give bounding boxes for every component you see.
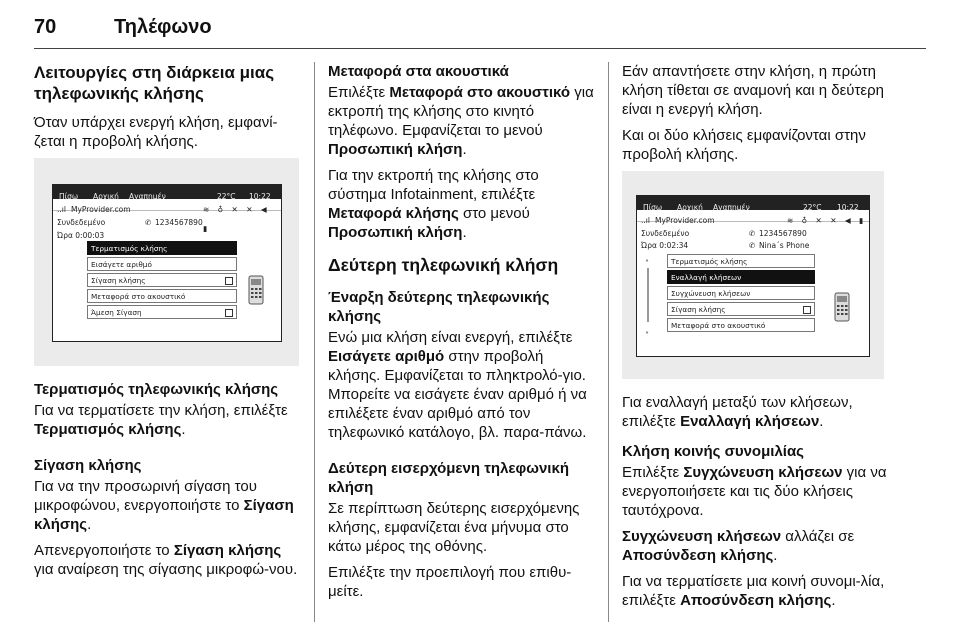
chevron-down-icon[interactable]: ˅ xyxy=(645,331,649,340)
paragraph: Εάν απαντήσετε στην κλήση, η πρώτη κλήση τίθεται σε αναμονή και η δεύτερη είναι η ενεργή κλήση. xyxy=(622,63,884,118)
subheading-conference: Κλήση κοινής συνομιλίας xyxy=(622,443,804,460)
menu-term: Μεταφορά κλήσης xyxy=(328,205,459,222)
menu-term: Τερματισμός κλήσης xyxy=(34,421,182,438)
paragraph xyxy=(34,541,299,579)
menu-term: Αποσύνδεση κλήσης xyxy=(680,592,832,609)
call-menu xyxy=(87,241,237,323)
back-label: Πίσω xyxy=(59,192,79,201)
text: Για να τερματίσετε την κλήση, επιλέξτε xyxy=(34,402,288,419)
provider-name: MyProvider.com xyxy=(655,216,715,225)
phone-keypad-icon xyxy=(833,292,851,322)
clock: 10:22 xyxy=(249,192,271,201)
menu-item-transfer[interactable]: Μεταφορά στο ακουστικό xyxy=(87,289,237,303)
menu-item-mute[interactable] xyxy=(667,302,815,316)
menu-item-label: Σίγαση κλήσης xyxy=(671,305,726,314)
paragraph: Και οι δύο κλήσεις εμφανίζονται στην προβολή κλήσης. xyxy=(622,127,866,163)
status-icons: ≋ ♁ ✕ ✕ ◀ ▮ xyxy=(787,216,867,225)
text: αλλάζει σε xyxy=(785,528,855,545)
column-3 xyxy=(622,62,892,617)
phone-keypad-icon xyxy=(247,275,265,305)
paragraph: Για να τερματίσετε μια κοινή συνομι-λία, επιλέξτε Αποσύνδεση κλήσης. xyxy=(622,573,885,609)
chevron-up-icon[interactable]: ˄ xyxy=(645,259,649,268)
home-label: Αρχική xyxy=(93,192,119,201)
phone-call-icon: ✆ xyxy=(749,229,756,238)
call-view-screenshot xyxy=(34,158,299,366)
menu-term: Προσωπική κλήση xyxy=(328,224,463,241)
text: Για να τερματίσετε μια κοινή συνομι-λία, επιλέξτε xyxy=(622,573,885,609)
menu-term: Σίγαση κλήσης xyxy=(34,497,294,533)
menu-term: Προσωπική κλήση xyxy=(328,141,463,158)
subheading-start-second: Έναρξη δεύτερης τηλεφωνικής κλήσης xyxy=(328,289,550,325)
temperature: 22°C xyxy=(217,192,236,201)
call-timer: Ώρα 0:02:34 xyxy=(641,241,689,250)
text: Για την εκτροπή της κλήσης στο σύστημα Infotainment, επιλέξτε xyxy=(328,167,539,203)
favourites-label: Αγαπημέν xyxy=(129,192,166,201)
signal-icon: ..ıl xyxy=(57,205,66,214)
menu-term: Σίγαση κλήσης xyxy=(173,542,282,559)
menu-term: Συγχώνευση κλήσεων xyxy=(683,464,843,481)
text: για να ενεργοποιήσετε και τις δύο κλήσεις ταυτόχρονα. xyxy=(622,464,887,519)
signal-icon: ..ıl xyxy=(641,216,650,225)
menu-term: Συγχώνευση κλήσεων xyxy=(622,528,782,545)
paragraph: Για να τερματίσετε την κλήση, επιλέξτε Τερματισμός κλήσης. xyxy=(34,402,288,438)
text: στο μενού xyxy=(462,205,530,222)
paragraph xyxy=(622,463,892,520)
menu-item-end-call[interactable]: Τερματισμός κλήσης xyxy=(87,241,237,255)
call-menu xyxy=(667,254,815,340)
paragraph: Συγχώνευση κλήσεων αλλάζει σε Αποσύνδεση κλήσης. xyxy=(622,528,855,564)
column-divider xyxy=(608,62,609,622)
menu-item-end-call[interactable]: Τερματισμός κλήσης xyxy=(667,254,815,268)
column-1 xyxy=(34,62,299,586)
text: Για να την προσωρινή σίγαση του μικροφώνου, ενεργοποιήστε το xyxy=(34,478,257,514)
text: Απενεργοποιήστε το xyxy=(34,542,170,559)
column-2 xyxy=(328,62,598,608)
checkbox-icon xyxy=(225,309,233,317)
caller-number: 1234567890 xyxy=(155,218,203,227)
subheading-incoming: Δεύτερη εισερχόμενη τηλεφωνική κλήση xyxy=(328,460,569,496)
paragraph: Για να την προσωρινή σίγαση του μικροφώνου, ενεργοποιήστε το Σίγαση κλήσης. xyxy=(34,478,294,533)
clock: 10:22 xyxy=(837,203,859,212)
call-timer: Ώρα 0:00:03 xyxy=(57,231,105,240)
connection-status: Συνδεδεμένο xyxy=(57,218,106,227)
text: Για εναλλαγή μεταξύ των κλήσεων, επιλέξτε xyxy=(622,394,853,430)
caller-number: 1234567890 xyxy=(759,229,807,238)
connection-status: Συνδεδεμένο xyxy=(641,229,690,238)
screen-top-bar xyxy=(637,196,869,210)
menu-item-label: Σίγαση κλήσης xyxy=(91,276,146,285)
menu-item-instant-mute[interactable] xyxy=(87,305,237,319)
menu-item-merge-calls[interactable]: Συγχώνευση κλήσεων xyxy=(667,286,815,300)
paragraph: Για εναλλαγή μεταξύ των κλήσεων, επιλέξτε Εναλλαγή κλήσεων. xyxy=(622,394,853,430)
infotainment-screen xyxy=(636,195,870,357)
subheading-mute: Σίγαση κλήσης xyxy=(34,457,142,474)
back-label: Πίσω xyxy=(643,203,663,212)
page-title: Τηλέφωνο xyxy=(114,16,212,38)
section-heading: Λειτουργίες στη διάρκεια μιας τηλεφωνικής κλήσης xyxy=(34,63,275,103)
phone-hold-icon: ✆ xyxy=(749,241,756,250)
menu-term: Εισάγετε αριθμό xyxy=(328,348,445,365)
menu-item-switch-calls[interactable]: Εναλλαγή κλήσεων xyxy=(667,270,815,284)
status-row xyxy=(637,211,869,225)
paragraph xyxy=(328,328,598,442)
menu-item-enter-number[interactable]: Εισάγετε αριθμό xyxy=(87,257,237,271)
page-header xyxy=(34,8,926,49)
home-label: Αρχική xyxy=(677,203,703,212)
text: Ενώ μια κλήση είναι ενεργή, επιλέξτε xyxy=(328,329,573,346)
menu-term: Αποσύνδεση κλήσης xyxy=(622,547,774,564)
section-heading: Δεύτερη τηλεφωνική κλήση xyxy=(328,255,559,275)
paragraph: Επιλέξτε Μεταφορά στο ακουστικό για εκτροπή της κλήσης στο κινητό τηλέφωνο. Εμφανίζεται το μενού Προσωπική κλήση. xyxy=(328,84,594,158)
text: στην προβολή κλήσης. Εμφανίζεται το πληκτρολό-γιο. Μπορείτε να εισάγετε έναν αριθμό ή να επιλέξετε έναν αριθμό από τον τηλεφωνικό κατάλογο, βλ. παρα-πάνω. xyxy=(328,348,587,441)
menu-item-transfer[interactable]: Μεταφορά στο ακουστικό xyxy=(667,318,815,332)
two-calls-screenshot xyxy=(622,171,884,379)
paragraph: Όταν υπάρχει ενεργή κλήση, εμφανί-ζεται η προβολή κλήσης. xyxy=(34,114,278,150)
text: Επιλέξτε xyxy=(622,464,680,481)
screen-top-bar xyxy=(53,185,281,199)
subheading-end-call: Τερματισμός τηλεφωνικής κλήσης xyxy=(34,381,279,398)
paragraph: Για την εκτροπή της κλήσης στο σύστημα Infotainment, επιλέξτε Μεταφορά κλήσης στο μενού Προσωπική κλήση. xyxy=(328,167,539,241)
provider-name: MyProvider.com xyxy=(71,205,131,214)
paragraph: Σε περίπτωση δεύτερης εισερχόμενης κλήσης, εμφανίζεται ένα μήνυμα στο κάτω μέρος της οθόνης. xyxy=(328,500,580,555)
infotainment-screen xyxy=(52,184,282,342)
page-number: 70 xyxy=(34,16,57,38)
menu-scrollbar[interactable] xyxy=(645,254,651,340)
menu-item-mute[interactable] xyxy=(87,273,237,287)
text: για εκτροπή της κλήσης στο κινητό τηλέφωνο. Εμφανίζεται το μενού xyxy=(328,84,594,139)
subheading-transfer: Μεταφορά στα ακουστικά xyxy=(328,63,509,80)
menu-item-label: Άμεση Σίγαση xyxy=(91,308,142,317)
menu-term: Εναλλαγή κλήσεων xyxy=(680,413,820,430)
menu-term: Μεταφορά στο ακουστικό xyxy=(389,84,571,101)
checkbox-icon xyxy=(225,277,233,285)
checkbox-icon xyxy=(803,306,811,314)
temperature: 22°C xyxy=(803,203,822,212)
column-divider xyxy=(314,62,315,622)
favourites-label: Αγαπημέν xyxy=(713,203,750,212)
status-icons: ≋ ♁ ✕ ✕ ◀ ▮ xyxy=(203,205,270,233)
text: Επιλέξτε xyxy=(328,84,386,101)
second-caller: Nina´s Phone xyxy=(759,241,810,250)
text: για αναίρεση της σίγασης μικροφώ-νου. xyxy=(34,561,298,578)
phone-call-icon: ✆ xyxy=(145,218,152,227)
scrollbar-track xyxy=(647,268,649,322)
paragraph: Επιλέξτε την προεπιλογή που επιθυ-μείτε. xyxy=(328,564,572,600)
